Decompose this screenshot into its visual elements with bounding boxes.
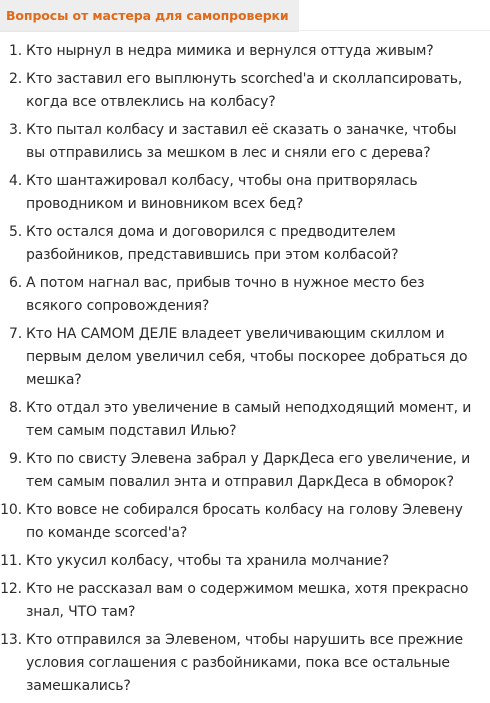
section-title: Вопросы от мастера для самопроверки [6, 7, 289, 23]
question-item [0, 550, 478, 573]
question-item [0, 499, 478, 545]
question-text: Кто нырнул в недра мимика и вернулся оттуда живым? [26, 43, 434, 59]
question-text: Кто вовсе не собирался бросать колбасу на голову Элевену по команде scorced'а? [26, 502, 463, 541]
question-number: 5. [8, 224, 22, 240]
question-item [0, 119, 478, 165]
question-number: 12. [0, 581, 22, 597]
question-text: Кто остался дома и договорился с предводителем разбойников, представившись при этом колбасой? [26, 224, 399, 263]
question-item [0, 68, 478, 114]
question-item [0, 272, 478, 318]
question-number: 11. [0, 553, 22, 569]
question-list [0, 40, 478, 703]
question-text: Кто НА САМОМ ДЕЛЕ владеет увеличивающим скиллом и первым делом увеличил себя, чтобы поскорее добраться до мешка? [26, 326, 468, 388]
question-number: 8. [8, 400, 22, 416]
question-text: Кто по свисту Элевена забрал у ДаркДеса его увеличение, и тем самым повалил энта и отправил ДаркДеса в обморок? [26, 451, 471, 490]
question-item [0, 170, 478, 216]
question-number: 6. [8, 275, 22, 291]
question-item [0, 397, 478, 443]
question-number: 9. [8, 451, 22, 467]
question-text: Кто шантажировал колбасу, чтобы она притворялась проводником и виновником всех бед? [26, 173, 418, 212]
question-number: 3. [8, 122, 22, 138]
question-text: Кто укусил колбасу, чтобы та хранила молчание? [26, 553, 390, 569]
question-number: 13. [0, 632, 22, 648]
header-tab [0, 0, 299, 32]
question-text: Кто не рассказал вам о содержимом мешка, хотя прекрасно знал, ЧТО там? [26, 581, 469, 620]
question-item [0, 578, 478, 624]
question-item [0, 323, 478, 392]
question-number: 2. [8, 71, 22, 87]
question-item [0, 448, 478, 494]
question-text: А потом нагнал вас, прибыв точно в нужное место без всякого сопровождения? [26, 275, 425, 314]
question-number: 4. [8, 173, 22, 189]
header-divider [0, 30, 490, 31]
question-text: Кто отправился за Элевеном, чтобы нарушить все прежние условия соглашения с разбойниками, пока все остальные замешкались? [26, 632, 464, 694]
question-text: Кто отдал это увеличение в самый неподходящий момент, и тем самым подставил Илью? [26, 400, 472, 439]
question-item [0, 221, 478, 267]
question-item [0, 40, 478, 63]
question-text: Кто заставил его выплюнуть scorched'а и сколлапсировать, когда все отвлеклись на колбасу? [26, 71, 463, 110]
question-item [0, 629, 478, 698]
question-number: 10. [0, 502, 22, 518]
question-number: 7. [8, 326, 22, 342]
question-number: 1. [8, 43, 22, 59]
section-header [0, 0, 490, 32]
question-text: Кто пытал колбасу и заставил её сказать о заначке, чтобы вы отправились за мешком в лес и сняли его с дерева? [26, 122, 457, 161]
